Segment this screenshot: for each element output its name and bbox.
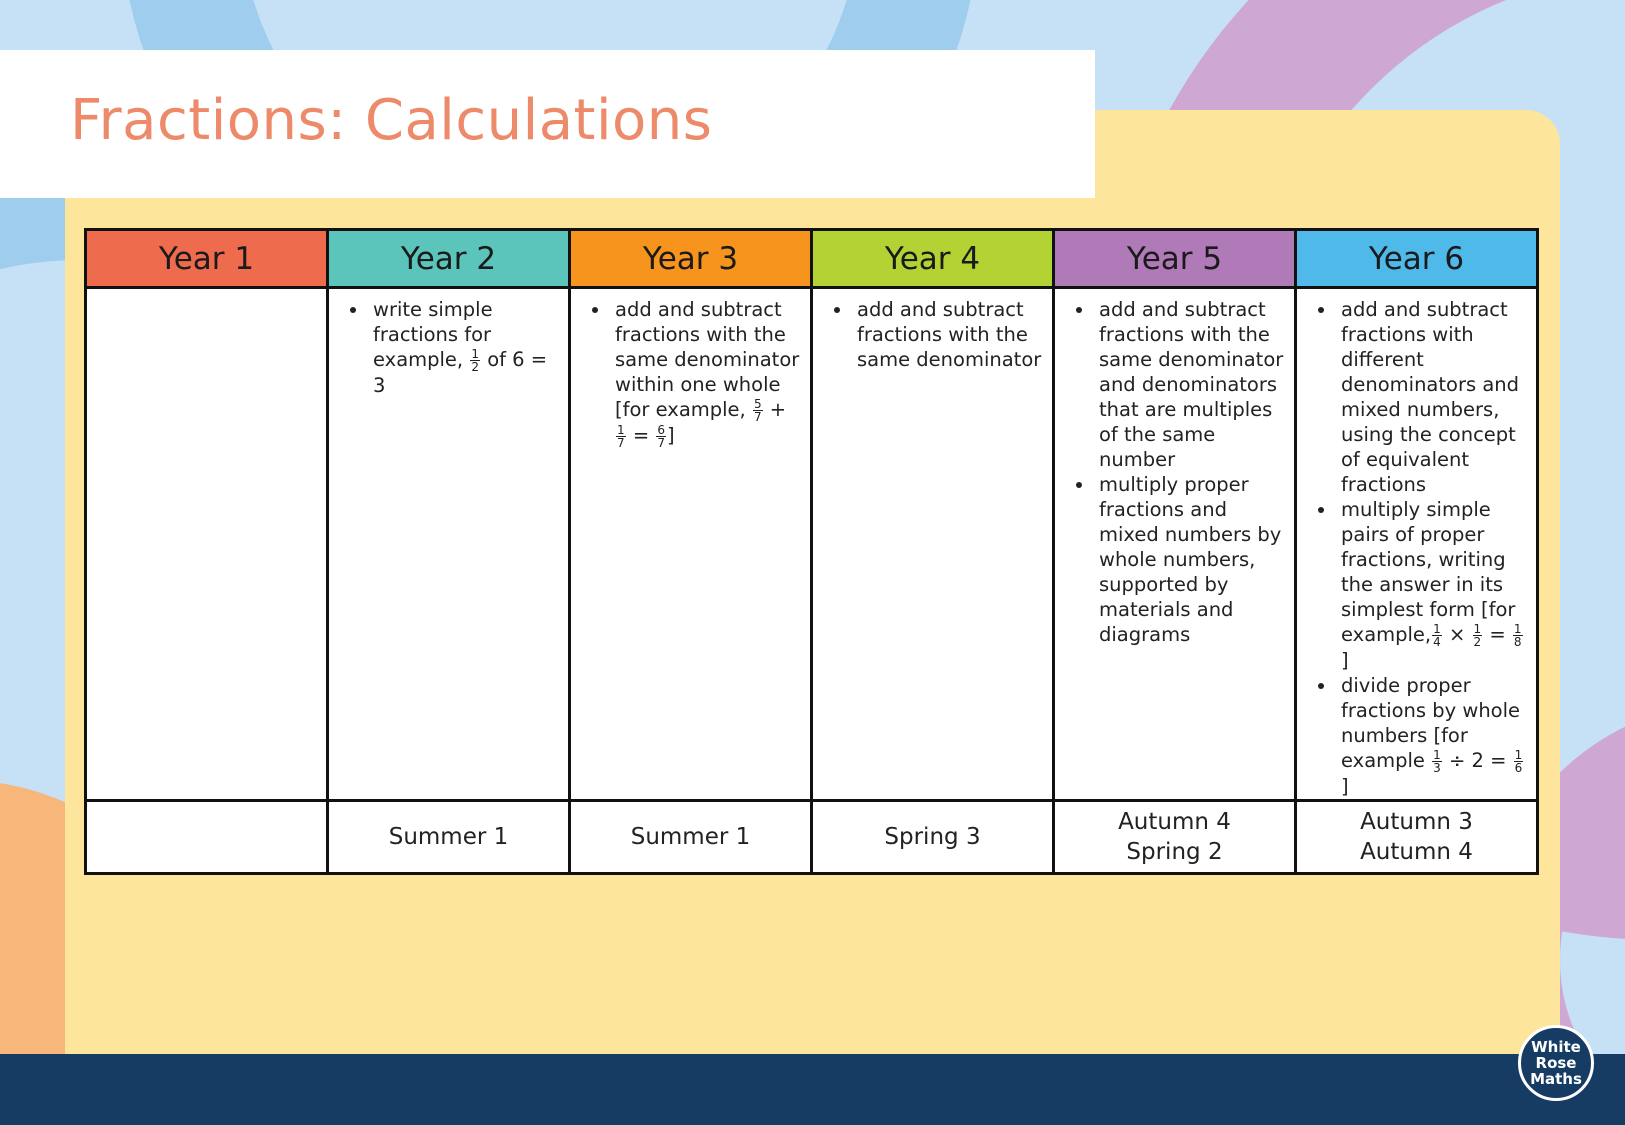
objectives-year-1 <box>86 288 328 801</box>
page-title: Fractions: Calculations <box>70 88 713 153</box>
objective-item: • multiply proper fractions and mixed numbers by whole numbers, supported by materials and diagrams <box>1095 472 1286 647</box>
header-year-5: Year 5 <box>1054 230 1296 288</box>
fraction: $\frac{1}{6}$ <box>1514 748 1523 775</box>
objective-item: • divide proper fractions by whole numbers [for example $\frac{1}{3}$ ÷ 2 = $\frac{1}{6}$ ] <box>1337 673 1528 799</box>
fraction: $\frac{6}{7}$ <box>657 423 666 450</box>
fraction: $\frac{1}{2}$ <box>471 347 479 374</box>
curriculum-table <box>84 228 1539 875</box>
fraction: $\frac{1}{2}$ <box>1473 622 1482 649</box>
term-line: Autumn 4 <box>1360 839 1473 865</box>
footer-bar <box>0 1054 1625 1125</box>
fraction: $\frac{1}{3}$ <box>1433 748 1441 775</box>
objectives-year-6 <box>1296 288 1538 801</box>
objective-item: • multiply simple pairs of proper fractions, writing the answer in its simplest form [for example, $\frac{1}{4}$ × $\frac{1}{2}$ = $\frac{1}{8}$ ] <box>1337 497 1528 673</box>
header-year-2: Year 2 <box>328 230 570 288</box>
term-year-1 <box>86 801 328 874</box>
objective-item: • write simple fractions for example, $\frac{1}{2}$ of 6 = 3 <box>369 297 560 398</box>
header-year-1: Year 1 <box>86 230 328 288</box>
objective-item: • add and subtract fractions with the same denominator <box>853 297 1044 372</box>
terms-row <box>86 801 1538 874</box>
term-line: Spring 2 <box>1126 839 1223 865</box>
term-line: Autumn 4 <box>1118 809 1231 835</box>
white-rose-maths-logo: White Rose Maths <box>1518 1025 1594 1101</box>
objectives-year-3 <box>570 288 812 801</box>
objectives-row <box>86 288 1538 801</box>
term-line: Autumn 3 <box>1360 809 1473 835</box>
header-year-3: Year 3 <box>570 230 812 288</box>
header-year-6: Year 6 <box>1296 230 1538 288</box>
objective-item: • add and subtract fractions with the same denominator within one whole [for example, $\frac{5}{7}$ + $\frac{1}{7}$ = $\frac{6}{7}$ ] <box>611 297 802 449</box>
header-year-4: Year 4 <box>812 230 1054 288</box>
objective-item: • add and subtract fractions with different denominators and mixed numbers, using the concept of equivalent fractions <box>1337 297 1528 497</box>
term-year-5 <box>1054 801 1296 874</box>
term-year-3: Summer 1 <box>570 801 812 874</box>
fraction: $\frac{5}{7}$ <box>753 397 762 424</box>
fraction: $\frac{1}{8}$ <box>1513 622 1522 649</box>
term-year-6 <box>1296 801 1538 874</box>
objectives-year-5 <box>1054 288 1296 801</box>
term-year-4: Spring 3 <box>812 801 1054 874</box>
fraction: $\frac{1}{7}$ <box>617 423 625 450</box>
term-year-2: Summer 1 <box>328 801 570 874</box>
objectives-year-4 <box>812 288 1054 801</box>
objective-item: • add and subtract fractions with the same denominator and denominators that are multiples of the same number <box>1095 297 1286 472</box>
header-row <box>86 230 1538 288</box>
objectives-year-2 <box>328 288 570 801</box>
fraction: $\frac{1}{4}$ <box>1433 622 1441 649</box>
